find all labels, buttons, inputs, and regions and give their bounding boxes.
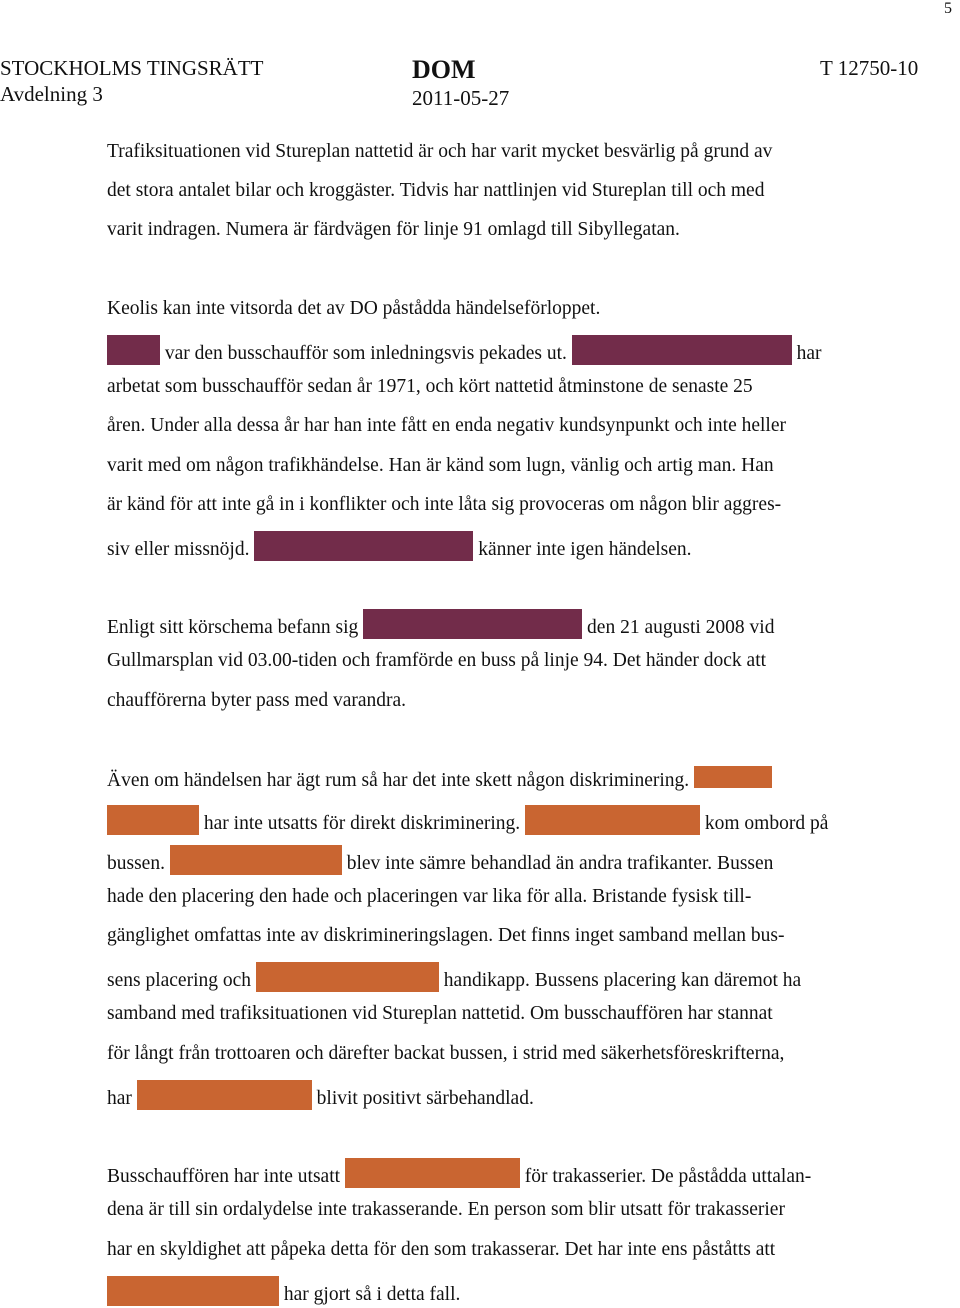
body-line: siv eller missnöjd. känner inte igen händelsen. (107, 531, 692, 563)
redaction (345, 1158, 520, 1188)
body-line: hade den placering den hade och placeringen var lika för alla. Bristande fysisk till- (107, 886, 752, 907)
redaction (525, 805, 700, 835)
document-date: 2011-05-27 (412, 86, 510, 110)
redaction (107, 805, 199, 835)
document-type: DOM (412, 55, 476, 84)
body-line: samband med trafiksituationen vid Stureplan nattetid. Om busschauffören har stannat (107, 1003, 773, 1024)
body-line: sens placering och handikapp. Bussens placering kan däremot ha (107, 962, 801, 994)
body-line: har en skyldighet att påpeka detta för den som trakasserar. Det har inte ens påståtts att (107, 1239, 776, 1260)
body-line: har inte utsatts för direkt diskriminering. kom ombord på (107, 805, 828, 837)
body-line: Även om händelsen har ägt rum så har det inte skett någon diskriminering. (107, 766, 772, 794)
body-line: Busschauffören har inte utsatt för trakasserier. De påstådda uttalan- (107, 1158, 811, 1190)
body-line: var den busschaufför som inledningsvis pekades ut. har (107, 335, 822, 367)
redaction (107, 1276, 279, 1306)
body-line: Enligt sitt körschema befann sig den 21 augusti 2008 vid (107, 609, 774, 641)
court-name: STOCKHOLMS TINGSRÄTT (0, 56, 264, 80)
division: Avdelning 3 (0, 82, 103, 106)
body-line: dena är till sin ordalydelse inte trakasserande. En person som blir utsatt för trakasserier (107, 1199, 785, 1220)
body-line: har gjort så i detta fall. (107, 1276, 460, 1308)
redaction (694, 766, 772, 788)
redaction (170, 845, 342, 875)
redaction (256, 962, 439, 992)
page-number: 5 (944, 0, 952, 17)
body-line: bussen. blev inte sämre behandlad än andra trafikanter. Bussen (107, 845, 773, 877)
case-number: T 12750-10 (820, 56, 919, 80)
redaction (572, 335, 792, 365)
body-line: chaufförerna byter pass med varandra. (107, 690, 407, 711)
body-line: varit med om någon trafikhändelse. Han är känd som lugn, vänlig och artig man. Han (107, 455, 774, 476)
body-line: Gullmarsplan vid 03.00-tiden och framförde en buss på linje 94. Det händer dock att (107, 650, 767, 671)
body-line: gänglighet omfattas inte av diskrimineringslagen. Det finns inget samband mellan bus- (107, 925, 785, 946)
body-line: Keolis kan inte vitsorda det av DO påstådda händelseförloppet. (107, 298, 601, 319)
body-line: Trafiksituationen vid Stureplan nattetid är och har varit mycket besvärlig på grund av (107, 141, 773, 162)
redaction (107, 335, 160, 365)
body-line: har blivit positivt särbehandlad. (107, 1080, 534, 1112)
body-line: åren. Under alla dessa år har han inte fått en enda negativ kundsynpunkt och inte heller (107, 415, 786, 436)
body-line: för långt från trottoaren och därefter backat bussen, i strid med säkerhetsföreskrifterna, (107, 1043, 785, 1064)
redaction (137, 1080, 312, 1110)
redaction (254, 531, 473, 561)
redaction (363, 609, 582, 639)
body-line: arbetat som busschaufför sedan år 1971, och kört nattetid åtminstone de senaste 25 (107, 376, 753, 397)
body-line: är känd för att inte gå in i konflikter och inte låta sig provoceras om någon blir aggres- (107, 494, 782, 515)
body-line: det stora antalet bilar och kroggäster. Tidvis har nattlinjen vid Stureplan till och med (107, 180, 765, 201)
body-line: varit indragen. Numera är färdvägen för linje 91 omlagd till Sibyllegatan. (107, 219, 680, 240)
